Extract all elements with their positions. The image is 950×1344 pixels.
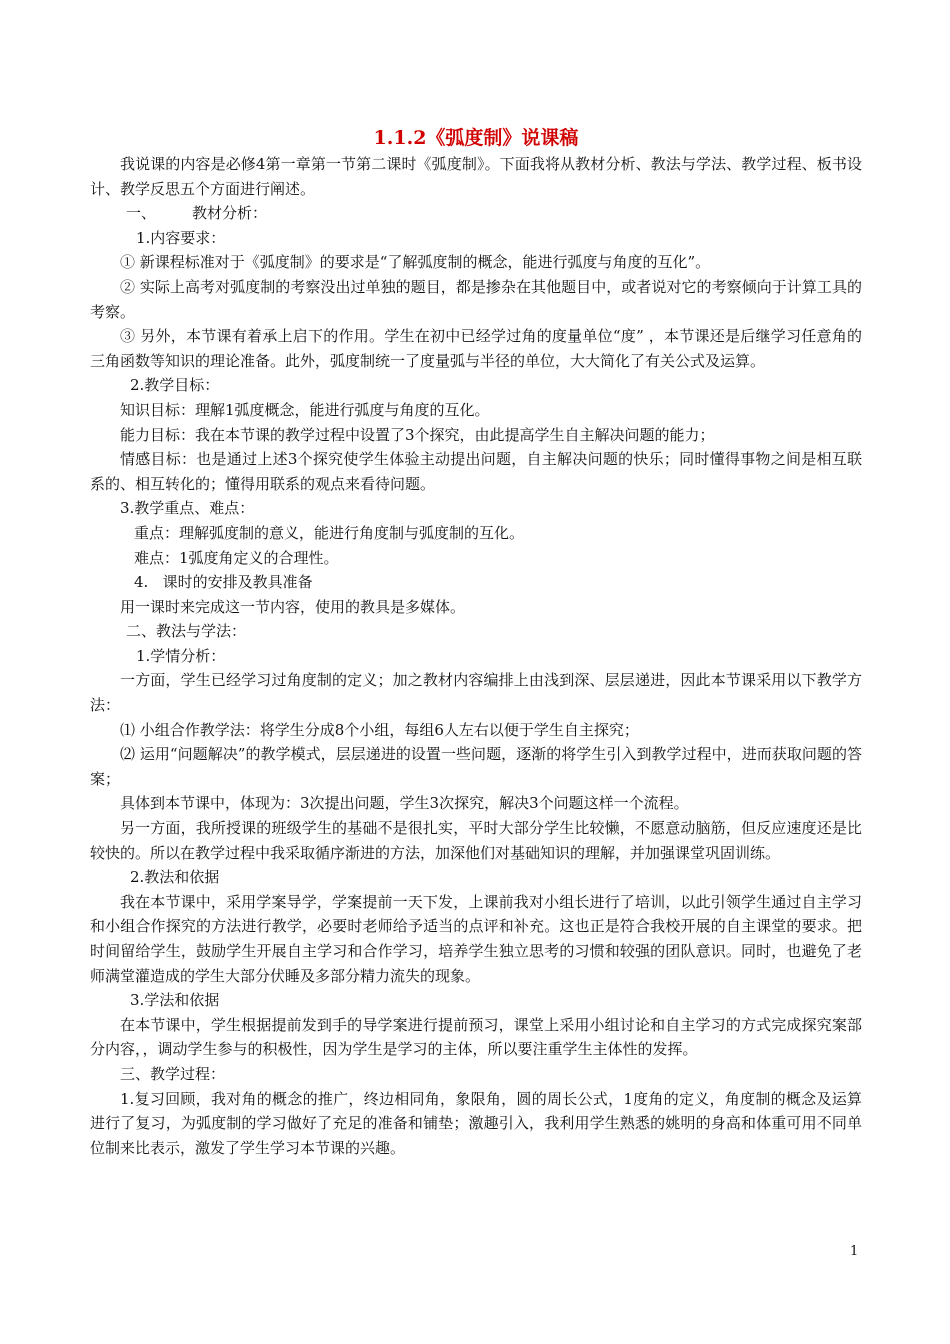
intro-paragraph: 我说课的内容是必修4第一章第一节第二课时《弧度制》。下面我将从教材分析、教法与学法、教学过程、板书设计、教学反思五个方面进行阐述。 [90, 155, 862, 198]
paragraph: 我在本节课中，采用学案导学，学案提前一天下发，上课前我对小组长进行了培训，以此引领学生通过自主学习和小组合作探究的方法进行教学，必要时老师给予适当的点评和补充。这也正是符合我校开展的自主课堂的要求。把时间留给学生，鼓励学生开展自主学习和合作学习，培养学生独立思考的习惯和较强的团队意识。同时，也避免了老师满堂灌造成的学生大部分伏睡及多部分精力流失的现象。 [90, 892, 862, 985]
paragraph: 在本节课中，学生根据提前发到手的导学案进行提前预习，课堂上采用小组讨论和自主学习的方式完成探究案部分内容，，调动学生参与的积极性，因为学生是学习的主体，所以要注重学生主体性的发挥。 [90, 1015, 862, 1059]
paragraph: ② 实际上高考对弧度制的考察没出过单独的题目，都是掺杂在其他题目中，或者说对它的考察倾向于计算工具的考察。 [90, 277, 862, 321]
section-number: 一、 [126, 204, 157, 223]
subheading: 3.教学重点、难点： [120, 499, 255, 518]
paragraph: ⑵ 运用“问题解决”的教学模式，层层递进的设置一些问题，逐渐的将学生引入到教学过程中，进而获取问题的答案； [90, 745, 862, 788]
page-number: 1 [850, 1244, 859, 1259]
paragraph: 具体到本节课中，体现为：3次提出问题，学生3次探究，解决3个问题这样一个流程。 [120, 794, 689, 813]
paragraph: 难点：1弧度角定义的合理性。 [134, 548, 339, 567]
section-title: 教材分析： [192, 204, 268, 223]
paragraph: ③ 另外，本节课有着承上启下的作用。学生在初中已经学过角的度量单位“度” ，本节课还是后继学习任意角的三角函数等知识的理论准备。此外，弧度制统一了度量弧与半径的单位，大大简化了有关公式及运算。 [90, 327, 862, 370]
document-body [90, 124, 862, 1160]
subheading: 3.学法和依据 [130, 991, 220, 1010]
paragraph: ① 新课程标准对于《弧度制》的要求是“了解弧度制的概念，能进行弧度与角度的互化”。 [120, 253, 711, 272]
subheading: 2.教法和依据 [130, 868, 220, 887]
section-heading-2: 二、教法与学法： [126, 622, 247, 641]
section-heading-3: 三、教学过程： [120, 1064, 226, 1083]
paragraph: 重点：理解弧度制的意义，能进行角度制与弧度制的互化。 [134, 523, 525, 542]
section-heading-1 [90, 201, 862, 226]
subheading: 1.学情分析： [136, 646, 226, 665]
subheading: 4. 课时的安排及教具准备 [134, 573, 313, 592]
paragraph: 1.复习回顾，我对角的概念的推广，终边相同角，象限角，圆的周长公式，1度角的定义，角度制的概念及运算进行了复习，为弧度制的学习做好了充足的准备和铺垫；激趣引入，我利用学生熟悉的姚明的身高和体重可用不同单位制来比表示，激发了学生学习本节课的兴趣。 [90, 1089, 862, 1157]
subheading: 2.教学目标： [130, 376, 220, 395]
document-title: 1.1.2《弧度制》说课稿 [373, 127, 579, 149]
subheading: 1.内容要求： [136, 228, 226, 247]
paragraph: 能力目标：我在本节课的教学过程中设置了3个探究，由此提高学生自主解决问题的能力； [120, 425, 715, 444]
paragraph: 用一课时来完成这一节内容，使用的教具是多媒体。 [120, 597, 466, 616]
paragraph: 情感目标：也是通过上述3个探究使学生体验主动提出问题，自主解决问题的快乐；同时懂得事物之间是相互联系的、相互转化的；懂得用联系的观点来看待问题。 [90, 450, 862, 493]
paragraph: 另一方面，我所授课的班级学生的基础不是很扎实，平时大部分学生比较懒，不愿意动脑筋，但反应速度还是比较快的。所以在教学过程中我采取循序渐进的方法，加深他们对基础知识的理解，并加强课堂巩固训练。 [90, 819, 862, 862]
paragraph: ⑴ 小组合作教学法：将学生分成8个小组，每组6人左右以便于学生自主探究； [120, 720, 639, 739]
paragraph: 知识目标：理解1弧度概念，能进行弧度与角度的互化。 [120, 400, 490, 419]
paragraph: 一方面，学生已经学习过角度制的定义；加之教材内容编排上由浅到深、层层递进，因此本节课采用以下教学方法： [90, 671, 862, 715]
